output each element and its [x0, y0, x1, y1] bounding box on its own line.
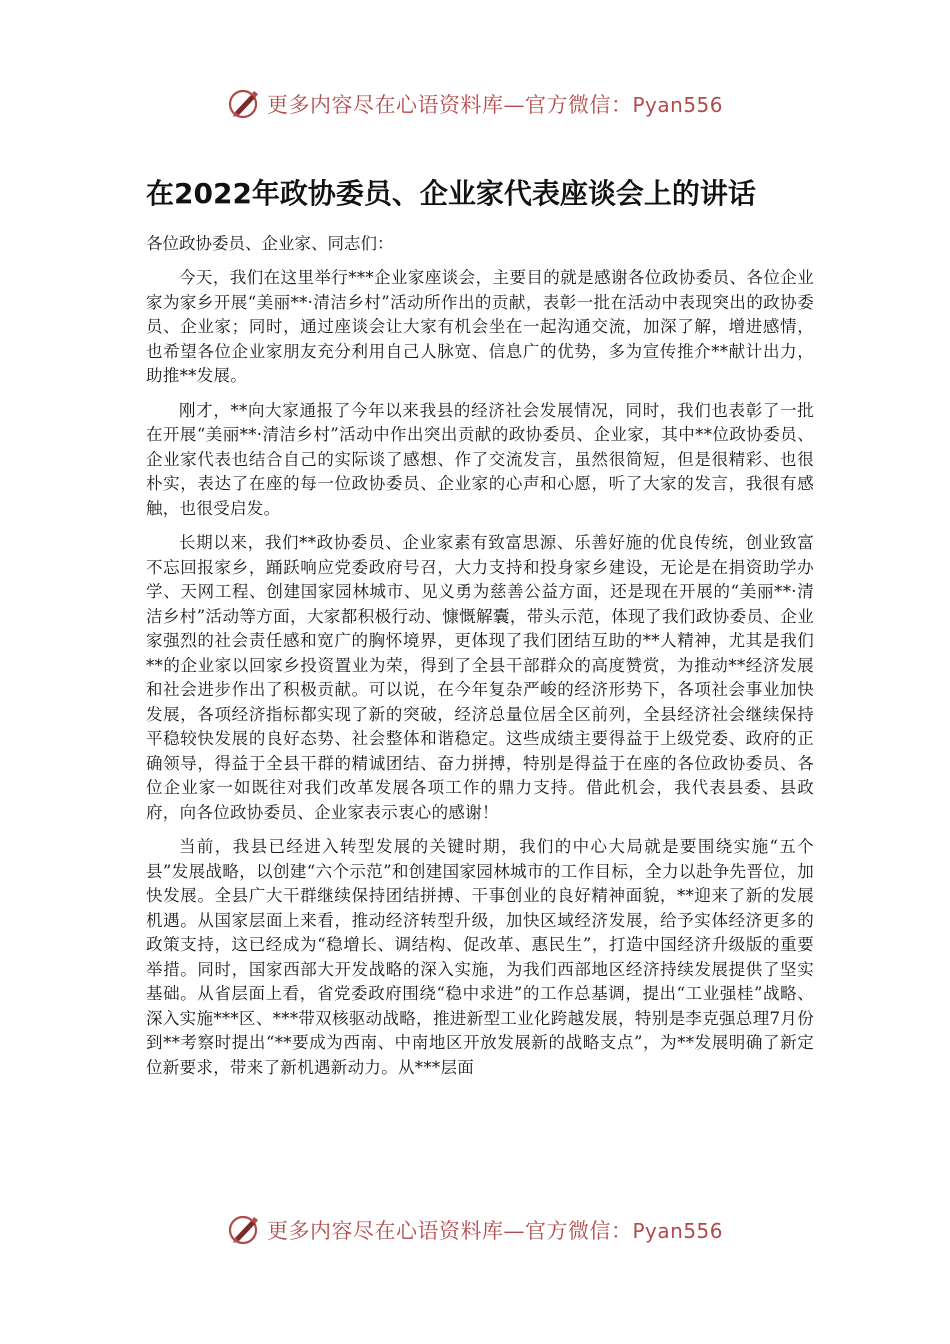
footer-banner [0, 1210, 950, 1250]
footer-banner-main: 更多内容尽在心语资料库—官方微信： [266, 1219, 633, 1243]
footer-banner-text [267, 1215, 723, 1245]
header-banner-main: 更多内容尽在心语资料库—官方微信： [266, 93, 633, 117]
document-title: 在2022年政协委员、企业家代表座谈会上的讲话 [146, 177, 756, 210]
pen-logo-icon [227, 1212, 263, 1248]
document-body [146, 232, 814, 1090]
paragraph-3: 长期以来，我们**政协委员、企业家素有致富思源、乐善好施的优良传统，创业致富不忘回报家乡，踊跃响应党委政府号召，大力支持和投身家乡建设，无论是在捐资助学办学、天网工程、创建国家园林城市、见义勇为慈善公益方面，还是现在开展的“美丽**·清洁乡村”活动等方面，大家都积极行动、慷慨解囊，带头示范，体现了我们政协委员、企业家强烈的社会责任感和宽广的胸怀境界，更体现了我们团结互助的**人精神，尤其是我们**的企业家以回家乡投资置业为荣，得到了全县干部群众的高度赞赏，为推动**经济发展和社会进步作出了积极贡献。可以说，在今年复杂严峻的经济形势下，各项社会事业加快发展，各项经济指标都实现了新的突破，经济总量位居全区前列，全县经济社会继续保持平稳较快发展的良好态势、社会整体和谐稳定。这些成绩主要得益于上级党委、政府的正确领导，得益于全县干群的精诚团结、奋力拼搏，特别是得益于在座的各位政协委员、各位企业家一如既往对我们改革发展各项工作的鼎力支持。借此机会，我代表县委、县政府，向各位政协委员、企业家表示衷心的感谢！ [146, 533, 814, 822]
paragraph-2: 刚才，**向大家通报了今年以来我县的经济社会发展情况，同时，我们也表彰了一批在开展“美丽**·清洁乡村”活动中作出突出贡献的政协委员、企业家，其中**位政协委员、企业家代表也结合自己的实际谈了感想、作了交流发言，虽然很简短，但是很精彩、也很朴实，表达了在座的每一位政协委员、企业家的心声和心愿，听了大家的发言，我很有感触，也很受启发。 [146, 400, 814, 518]
header-banner [0, 84, 950, 124]
pen-logo-icon [227, 86, 263, 122]
header-banner-text [267, 89, 723, 119]
paragraph-1: 今天，我们在这里举行***企业家座谈会，主要目的就是感谢各位政协委员、各位企业家为家乡开展“美丽**·清洁乡村”活动所作出的贡献，表彰一批在活动中表现突出的政协委员、企业家；同时，通过座谈会让大家有机会坐在一起沟通交流，加深了解，增进感情，也希望各位企业家朋友充分利用自己人脉宽、信息广的优势，多为宣传推介**献计出力，助推**发展。 [146, 268, 814, 385]
footer-banner-wechat: Pyan556 [632, 1219, 723, 1243]
paragraph-4: 当前，我县已经进入转型发展的关键时期，我们的中心大局就是要围绕实施“五个县”发展战略，以创建“六个示范”和创建国家园林城市的工作目标，全力以赴争先晋位，加快发展。全县广大干群继续保持团结拼搏、干事创业的良好精神面貌，**迎来了新的发展机遇。从国家层面上来看，推动经济转型升级，加快区域经济发展，给予实体经济更多的政策支持，这已经成为“稳增长、调结构、促改革、惠民生”，打造中国经济升级版的重要举措。同时，国家西部大开发战略的深入实施，为我们西部地区经济持续发展提供了坚实基础。从省层面上看，省党委政府围绕“稳中求进”的工作总基调，提出“工业强桂”战略、深入实施***区、***带双核驱动战略，推进新型工业化跨越发展，特别是李克强总理7月份到**考察时提出“**要成为西南、中南地区开放发展新的战略支点”，为**发展明确了新定位新要求，带来了新机遇新动力。从***层面 [146, 837, 814, 1077]
salutation: 各位政协委员、企业家、同志们： [146, 234, 394, 253]
header-banner-wechat: Pyan556 [632, 93, 723, 117]
